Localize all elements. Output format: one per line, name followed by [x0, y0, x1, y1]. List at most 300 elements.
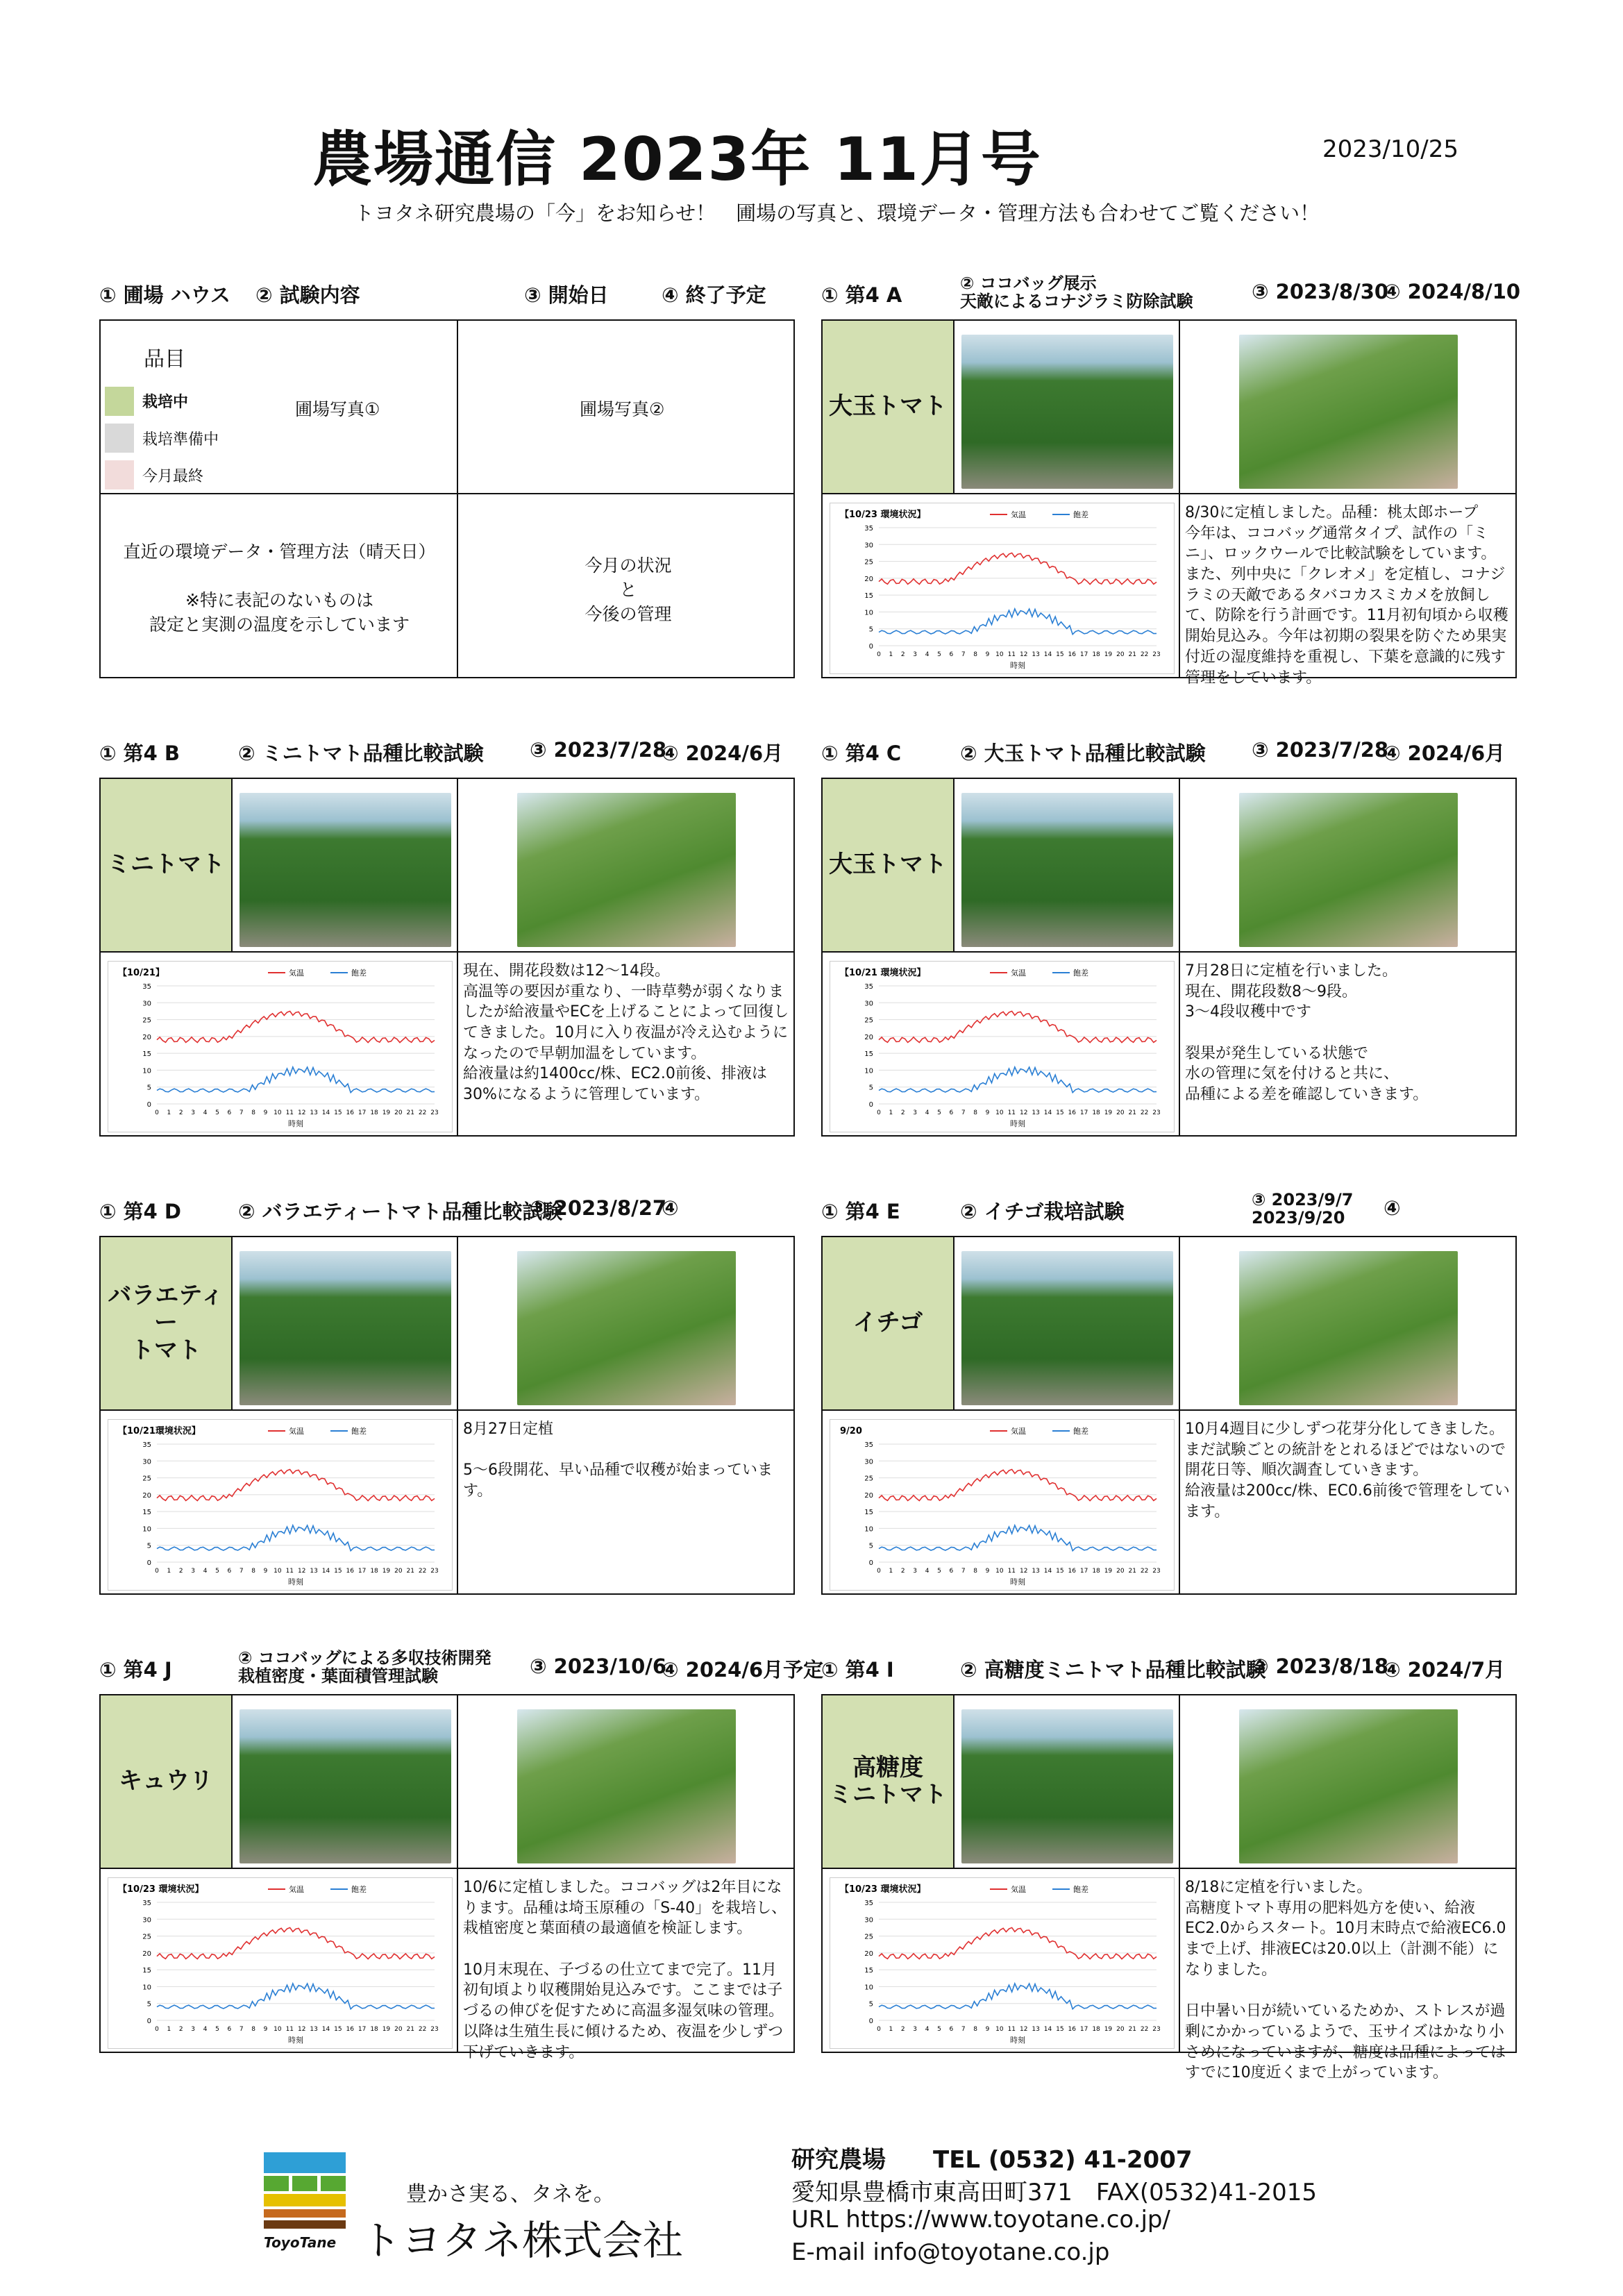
- y-tick-label: 35: [864, 1900, 873, 1907]
- x-tick-label: 21: [406, 1109, 414, 1116]
- y-tick-label: 15: [142, 1967, 151, 1975]
- x-tick-label: 1: [167, 2026, 171, 2033]
- legend-temp-label: 気温: [1011, 1427, 1026, 1436]
- x-tick-label: 12: [1019, 1109, 1028, 1116]
- y-tick-label: 5: [868, 626, 873, 634]
- x-tick-label: 21: [406, 1568, 414, 1575]
- footer-address: 愛知県豊橋市東高田町371 FAX(0532)41-2015: [791, 2179, 1317, 2206]
- x-tick-label: 1: [889, 2026, 893, 2033]
- x-tick-label: 23: [430, 1568, 439, 1575]
- y-tick-label: 10: [864, 1984, 873, 1992]
- x-tick-label: 4: [203, 1109, 208, 1116]
- x-tick-label: 5: [937, 1568, 941, 1575]
- section-header: [821, 1654, 1517, 1689]
- y-tick-label: 25: [142, 1016, 151, 1025]
- y-tick-label: 25: [864, 558, 873, 567]
- section-h4: ④ 2024/6月: [662, 741, 784, 765]
- chart-svg: [108, 962, 452, 1132]
- section-header: [821, 274, 1521, 315]
- company-logo: [264, 2152, 346, 2256]
- section-h1: ① 第4 D: [99, 1200, 181, 1223]
- x-tick-label: 7: [239, 2026, 244, 2033]
- x-tick-label: 12: [1019, 651, 1028, 658]
- status-note: 10月4週目に少しずつ花芽分化してきました。 まだ試験ごとの統計をとれるほどではないので開花日等、順次調査していきます。 給液量は200cc/株、EC0.6前後で管理をしています。: [1185, 1421, 1510, 1520]
- x-tick-label: 5: [937, 2026, 941, 2033]
- crop-label: 高糖度 ミニトマト: [823, 1695, 955, 1869]
- temperature-series: [157, 1469, 435, 1500]
- x-tick-label: 0: [155, 2026, 159, 2033]
- x-tick-label: 1: [167, 1109, 171, 1116]
- section-h2: ② ココバッグによる多収技術開発 栽植密度・葉面積管理試験: [238, 1648, 491, 1686]
- x-tick-label: 4: [925, 651, 930, 658]
- chart-svg: [830, 1878, 1174, 2048]
- section-box: [821, 778, 1517, 1137]
- y-tick-label: 25: [864, 1475, 873, 1483]
- section-h4: ④: [1384, 1196, 1401, 1220]
- field-photo-2: [517, 793, 736, 947]
- x-axis-label: 時刻: [1010, 661, 1025, 670]
- x-tick-label: 10: [274, 1109, 282, 1116]
- field-photo-2: [1239, 335, 1458, 489]
- crop-label: キュウリ: [101, 1695, 233, 1869]
- x-tick-label: 13: [1032, 651, 1040, 658]
- x-tick-label: 17: [1079, 2026, 1088, 2033]
- x-tick-label: 3: [913, 2026, 918, 2033]
- y-tick-label: 10: [142, 1525, 151, 1534]
- x-tick-label: 20: [1116, 651, 1125, 658]
- legend-hum-label: 飽差: [1073, 1885, 1088, 1894]
- humidity-deficit-series: [157, 1984, 435, 2009]
- x-axis-label: 時刻: [1010, 2036, 1025, 2045]
- section-h3: ③ 2023/8/27: [530, 1196, 667, 1220]
- x-tick-label: 14: [1043, 1568, 1052, 1575]
- x-tick-label: 13: [1032, 2026, 1040, 2033]
- y-tick-label: 30: [864, 1000, 873, 1008]
- y-tick-label: 10: [142, 1984, 151, 1992]
- x-tick-label: 8: [251, 1109, 255, 1116]
- x-tick-label: 6: [949, 651, 954, 658]
- x-tick-label: 0: [877, 1109, 881, 1116]
- environment-chart: [830, 503, 1175, 674]
- x-tick-label: 22: [418, 1109, 427, 1116]
- x-tick-label: 11: [285, 1568, 294, 1575]
- temperature-series: [157, 1011, 435, 1042]
- humidity-deficit-series: [157, 1525, 435, 1551]
- x-tick-label: 18: [370, 1109, 378, 1116]
- x-tick-label: 5: [937, 1109, 941, 1116]
- section-h1: ① 第4 E: [821, 1200, 900, 1223]
- x-tick-label: 10: [274, 2026, 282, 2033]
- x-tick-label: 19: [382, 2026, 391, 2033]
- x-tick-label: 4: [203, 1568, 208, 1575]
- chart-title: 9/20: [840, 1426, 862, 1436]
- x-tick-label: 7: [961, 2026, 966, 2033]
- x-axis-label: 時刻: [1010, 1577, 1025, 1586]
- legend-item-preparing: 栽培準備中: [142, 431, 219, 449]
- x-tick-label: 11: [1007, 1109, 1016, 1116]
- y-tick-label: 20: [142, 1033, 151, 1041]
- x-tick-label: 7: [961, 1568, 966, 1575]
- section-box: [99, 1694, 795, 2061]
- y-tick-label: 0: [146, 2018, 151, 2025]
- environment-chart: [108, 1419, 453, 1591]
- legend-hum-label: 飽差: [351, 1885, 367, 1894]
- field-photo-1: [239, 1251, 451, 1405]
- x-tick-label: 21: [1128, 2026, 1136, 2033]
- section-header: [821, 738, 1517, 773]
- y-tick-label: 0: [146, 1101, 151, 1109]
- x-tick-label: 14: [1043, 651, 1052, 658]
- section-box: [821, 1694, 1517, 2082]
- x-tick-label: 9: [985, 2026, 990, 2033]
- section-h4: ④ 2024/6月: [1384, 741, 1506, 765]
- humidity-deficit-series: [879, 609, 1157, 635]
- x-tick-label: 2: [900, 651, 905, 658]
- swatch-growing: [105, 387, 134, 416]
- y-tick-label: 0: [868, 1101, 873, 1109]
- status-note: 8/30に定植しました。品種：桃太郎ホープ 今年は、ココバッグ通常タイプ、試作の「ミニ」、ロックウールで比較試験をしています。また、列中央に「クレオメ」を定植し、コナジラミの天敵であるタバコカスミカメを放飼して、防除を行う計画です。11月初旬頃から収穫開始見込み。今年は初期の裂果を防ぐため果実付近の湿度維持を重視し、下葉を意識的に残す管理をしています。: [1185, 504, 1508, 687]
- x-tick-label: 20: [394, 2026, 403, 2033]
- x-tick-label: 16: [1068, 651, 1076, 658]
- x-tick-label: 22: [1140, 651, 1149, 658]
- chart-svg: [830, 503, 1174, 673]
- environment-chart: [830, 1877, 1175, 2049]
- x-axis-label: 時刻: [288, 1119, 303, 1128]
- section-h3: ③ 2023/7/28: [1252, 738, 1389, 762]
- x-tick-label: 23: [1152, 1568, 1161, 1575]
- section-h1: ① 第4 B: [99, 741, 180, 765]
- field-photo-2: [1239, 793, 1458, 947]
- field-photo-2: [1239, 1709, 1458, 1863]
- y-tick-label: 0: [868, 643, 873, 651]
- x-tick-label: 8: [251, 2026, 255, 2033]
- section-h2: ② ミニトマト品種比較試験: [238, 741, 484, 765]
- section-h3: ③ 2023/8/30: [1252, 280, 1389, 303]
- x-tick-label: 11: [1007, 1568, 1016, 1575]
- x-tick-label: 20: [1116, 1568, 1125, 1575]
- legend-box: [99, 319, 795, 678]
- y-tick-label: 30: [142, 1000, 151, 1008]
- page-subtitle: トヨタネ研究農場の「今」をお知らせ！ 圃場の写真と、環境データ・管理方法も合わせてご覧ください！: [354, 201, 1320, 225]
- chart-svg: [830, 1420, 1174, 1590]
- x-tick-label: 19: [382, 1568, 391, 1575]
- x-tick-label: 20: [1116, 1109, 1125, 1116]
- x-tick-label: 9: [263, 1109, 268, 1116]
- crop-label: イチゴ: [823, 1237, 955, 1411]
- x-tick-label: 9: [985, 1109, 990, 1116]
- y-tick-label: 35: [864, 525, 873, 533]
- x-tick-label: 21: [1128, 1568, 1136, 1575]
- x-tick-label: 15: [1056, 651, 1064, 658]
- y-tick-label: 25: [864, 1933, 873, 1941]
- y-tick-label: 5: [868, 1084, 873, 1092]
- section-h4: ④ 2024/7月: [1384, 1658, 1506, 1682]
- section-h1: ① 第4 A: [821, 283, 902, 307]
- x-tick-label: 2: [900, 1568, 905, 1575]
- y-tick-label: 25: [864, 1016, 873, 1025]
- section-h2: ② ココバッグ展示 天敵によるコナジラミ防除試験: [960, 274, 1193, 312]
- x-tick-label: 22: [418, 1568, 427, 1575]
- x-tick-label: 6: [227, 1568, 232, 1575]
- x-tick-label: 13: [310, 1109, 318, 1116]
- x-tick-label: 23: [1152, 2026, 1161, 2033]
- x-tick-label: 6: [227, 2026, 232, 2033]
- section-h3: ③ 2023/8/18: [1252, 1654, 1389, 1678]
- x-tick-label: 16: [1068, 2026, 1076, 2033]
- y-tick-label: 15: [864, 1509, 873, 1517]
- x-tick-label: 2: [178, 1568, 183, 1575]
- photo1-placeholder: 圃場写真①: [295, 399, 380, 419]
- section-header: [99, 1648, 824, 1689]
- x-tick-label: 6: [227, 1109, 232, 1116]
- x-tick-label: 9: [985, 651, 990, 658]
- y-tick-label: 25: [142, 1475, 151, 1483]
- y-tick-label: 15: [142, 1509, 151, 1517]
- y-tick-label: 0: [146, 1559, 151, 1567]
- section-h3: ③ 2023/9/7 2023/9/20: [1252, 1190, 1354, 1228]
- x-tick-label: 7: [961, 1109, 966, 1116]
- legend-temp-label: 気温: [1011, 1885, 1026, 1894]
- x-tick-label: 7: [239, 1568, 244, 1575]
- y-tick-label: 15: [864, 592, 873, 601]
- x-tick-label: 15: [1056, 1109, 1064, 1116]
- x-tick-label: 21: [1128, 651, 1136, 658]
- y-tick-label: 20: [864, 1491, 873, 1500]
- y-tick-label: 35: [864, 983, 873, 991]
- chart-svg: [108, 1878, 452, 2048]
- x-tick-label: 15: [1056, 2026, 1064, 2033]
- x-tick-label: 6: [949, 2026, 954, 2033]
- x-tick-label: 12: [1019, 1568, 1028, 1575]
- x-tick-label: 5: [215, 1109, 219, 1116]
- x-tick-label: 5: [937, 651, 941, 658]
- issue-date: 2023/10/25: [1322, 135, 1458, 163]
- environment-chart: [108, 1877, 453, 2049]
- section-h2: ② バラエティートマト品種比較試験: [238, 1200, 563, 1223]
- section-h2: ② イチゴ栽培試験: [960, 1200, 1125, 1223]
- chart-svg: [108, 1420, 452, 1590]
- x-tick-label: 13: [310, 2026, 318, 2033]
- x-tick-label: 9: [263, 2026, 268, 2033]
- status-note: 8/18に定植を行いました。 高糖度トマト専用の肥料処方を使い、給液EC2.0からスタート。10月末時点で給液EC6.0まで上げ、排液ECは20.0以上（計測不能）になりました。 日中暑い日が続いているためか、ストレスが過剰にかかっているようで、玉サイズはかなり小さめになっていますが、糖度は品種によってはすでに10度近くまで上がっています。: [1185, 1879, 1506, 2082]
- field-photo-1: [961, 1709, 1173, 1863]
- x-tick-label: 4: [203, 2026, 208, 2033]
- x-tick-label: 16: [1068, 1109, 1076, 1116]
- x-tick-label: 4: [925, 1109, 930, 1116]
- x-tick-label: 16: [1068, 1568, 1076, 1575]
- environment-chart: [830, 1419, 1175, 1591]
- y-tick-label: 10: [864, 1067, 873, 1075]
- y-tick-label: 10: [142, 1067, 151, 1075]
- temperature-series: [157, 1927, 435, 1959]
- page-title: 農場通信 2023年 11月号: [312, 125, 1042, 194]
- x-axis-label: 時刻: [288, 2036, 303, 2045]
- legend-item-growing: 栽培中: [142, 394, 189, 411]
- section-h4: ④ 2024/6月予定: [662, 1658, 824, 1682]
- humidity-deficit-series: [157, 1067, 435, 1093]
- chart-svg: [830, 962, 1174, 1132]
- x-tick-label: 11: [1007, 2026, 1016, 2033]
- chart-title: 【10/23 環境状況】: [840, 1884, 926, 1895]
- env-data-text: 直近の環境データ・管理方法（晴天日） ※特に表記のないものは 設定と実測の温度を示しています: [123, 542, 436, 635]
- section-h4: ④ 2024/8/10: [1384, 280, 1521, 303]
- x-tick-label: 5: [215, 1568, 219, 1575]
- crop-label: バラエティー トマト: [101, 1237, 233, 1411]
- y-tick-label: 20: [864, 575, 873, 583]
- y-tick-label: 10: [864, 609, 873, 617]
- x-tick-label: 10: [995, 1109, 1004, 1116]
- x-tick-label: 18: [1092, 2026, 1100, 2033]
- legend-hum-label: 飽差: [351, 1427, 367, 1436]
- x-axis-label: 時刻: [288, 1577, 303, 1586]
- y-tick-label: 35: [142, 1900, 151, 1907]
- x-tick-label: 23: [430, 1109, 439, 1116]
- x-tick-label: 15: [334, 1568, 342, 1575]
- x-tick-label: 13: [1032, 1568, 1040, 1575]
- legend-h1: ① 圃場 ハウス: [99, 283, 230, 307]
- y-tick-label: 30: [142, 1916, 151, 1925]
- legend-hum-label: 飽差: [351, 969, 367, 978]
- x-tick-label: 9: [985, 1568, 990, 1575]
- environment-chart: [108, 961, 453, 1132]
- temperature-series: [879, 1927, 1157, 1959]
- slogan: 豊かさ実る、タネを。: [406, 2182, 614, 2206]
- x-tick-label: 0: [155, 1109, 159, 1116]
- x-tick-label: 3: [913, 1568, 918, 1575]
- field-photo-1: [961, 335, 1173, 489]
- x-tick-label: 5: [215, 2026, 219, 2033]
- photo2-placeholder: 圃場写真②: [580, 399, 665, 419]
- x-tick-label: 14: [321, 1568, 330, 1575]
- legend-hum-label: 飽差: [1073, 1427, 1088, 1436]
- chart-title: 【10/21 環境状況】: [840, 968, 926, 978]
- y-tick-label: 5: [146, 1084, 151, 1092]
- x-tick-label: 1: [889, 1109, 893, 1116]
- x-tick-label: 23: [1152, 1109, 1161, 1116]
- section-h1: ① 第4 J: [99, 1658, 172, 1682]
- x-tick-label: 9: [263, 1568, 268, 1575]
- status-note: 7月28日に定植を行いました。 現在、開花段数8～9段。 3～4段収穫中です 裂果が発生している状態で 水の管理に気を付けると共に、 品種による差を確認していきます。: [1185, 962, 1429, 1104]
- footer-url[interactable]: URL https://www.toyotane.co.jp/: [791, 2206, 1170, 2234]
- x-tick-label: 15: [334, 1109, 342, 1116]
- x-tick-label: 11: [285, 1109, 294, 1116]
- footer-email[interactable]: E-mail info@toyotane.co.jp: [791, 2238, 1110, 2266]
- x-tick-label: 22: [1140, 1568, 1149, 1575]
- x-tick-label: 19: [1104, 651, 1113, 658]
- section-box: [99, 778, 795, 1137]
- x-tick-label: 3: [191, 1568, 196, 1575]
- hinmoku-label: 品目: [144, 347, 185, 371]
- crop-label: 大玉トマト: [823, 779, 955, 953]
- legend-item-final: 今月最終: [142, 468, 204, 485]
- section-h4: ④: [662, 1196, 679, 1220]
- x-tick-label: 11: [1007, 651, 1016, 658]
- x-tick-label: 0: [877, 2026, 881, 2033]
- y-tick-label: 5: [868, 2000, 873, 2009]
- x-tick-label: 21: [406, 2026, 414, 2033]
- chart-title: 【10/21】: [118, 968, 165, 978]
- x-tick-label: 3: [913, 1109, 918, 1116]
- crop-label: 大玉トマト: [823, 321, 955, 494]
- section-header: [821, 1190, 1517, 1231]
- x-tick-label: 16: [346, 1109, 354, 1116]
- x-tick-label: 22: [1140, 1109, 1149, 1116]
- section-header: [99, 1196, 795, 1231]
- x-tick-label: 0: [877, 1568, 881, 1575]
- legend-temp-label: 気温: [289, 1885, 304, 1894]
- x-tick-label: 18: [370, 1568, 378, 1575]
- swatch-final: [105, 460, 134, 489]
- x-tick-label: 22: [1140, 2026, 1149, 2033]
- y-tick-label: 20: [142, 1491, 151, 1500]
- environment-chart: [830, 961, 1175, 1132]
- legend-temp-label: 気温: [289, 969, 304, 978]
- chart-title: 【10/21環境状況】: [118, 1426, 201, 1436]
- y-tick-label: 30: [864, 1458, 873, 1466]
- y-tick-label: 20: [864, 1033, 873, 1041]
- x-tick-label: 4: [925, 1568, 930, 1575]
- x-tick-label: 1: [889, 651, 893, 658]
- x-tick-label: 6: [949, 1568, 954, 1575]
- x-tick-label: 19: [1104, 2026, 1113, 2033]
- x-tick-label: 8: [973, 651, 977, 658]
- x-tick-label: 22: [418, 2026, 427, 2033]
- chart-title: 【10/23 環境状況】: [840, 510, 926, 520]
- x-tick-label: 13: [1032, 1109, 1040, 1116]
- field-photo-2: [517, 1709, 736, 1863]
- x-tick-label: 1: [889, 1568, 893, 1575]
- x-axis-label: 時刻: [1010, 1119, 1025, 1128]
- x-tick-label: 12: [297, 1109, 306, 1116]
- x-tick-label: 0: [155, 1568, 159, 1575]
- x-tick-label: 17: [1079, 1109, 1088, 1116]
- section-h3: ③ 2023/10/6: [530, 1654, 667, 1678]
- field-photo-2: [517, 1251, 736, 1405]
- y-tick-label: 30: [142, 1458, 151, 1466]
- x-tick-label: 14: [321, 1109, 330, 1116]
- x-tick-label: 19: [1104, 1568, 1113, 1575]
- y-tick-label: 15: [864, 1050, 873, 1059]
- x-tick-label: 6: [949, 1109, 954, 1116]
- x-tick-label: 13: [310, 1568, 318, 1575]
- y-tick-label: 35: [864, 1441, 873, 1449]
- y-tick-label: 35: [142, 983, 151, 991]
- swatch-preparing: [105, 424, 134, 453]
- x-tick-label: 1: [167, 1568, 171, 1575]
- section-h2: ② 大玉トマト品種比較試験: [960, 741, 1206, 765]
- x-tick-label: 12: [297, 2026, 306, 2033]
- x-tick-label: 7: [239, 1109, 244, 1116]
- field-photo-1: [961, 793, 1173, 947]
- field-photo-2: [1239, 1251, 1458, 1405]
- y-tick-label: 5: [868, 1542, 873, 1550]
- x-tick-label: 18: [1092, 651, 1100, 658]
- y-tick-label: 5: [146, 2000, 151, 2009]
- section-box: [821, 1236, 1517, 1595]
- y-tick-label: 20: [142, 1950, 151, 1958]
- x-tick-label: 17: [1079, 1568, 1088, 1575]
- x-tick-label: 18: [1092, 1109, 1100, 1116]
- x-tick-label: 2: [900, 2026, 905, 2033]
- field-photo-1: [239, 1709, 451, 1863]
- x-tick-label: 18: [1092, 1568, 1100, 1575]
- chart-title: 【10/23 環境状況】: [118, 1884, 204, 1895]
- x-tick-label: 10: [995, 2026, 1004, 2033]
- y-tick-label: 30: [864, 1916, 873, 1925]
- x-tick-label: 10: [995, 651, 1004, 658]
- legend-header: [99, 280, 793, 308]
- field-photo-1: [239, 793, 451, 947]
